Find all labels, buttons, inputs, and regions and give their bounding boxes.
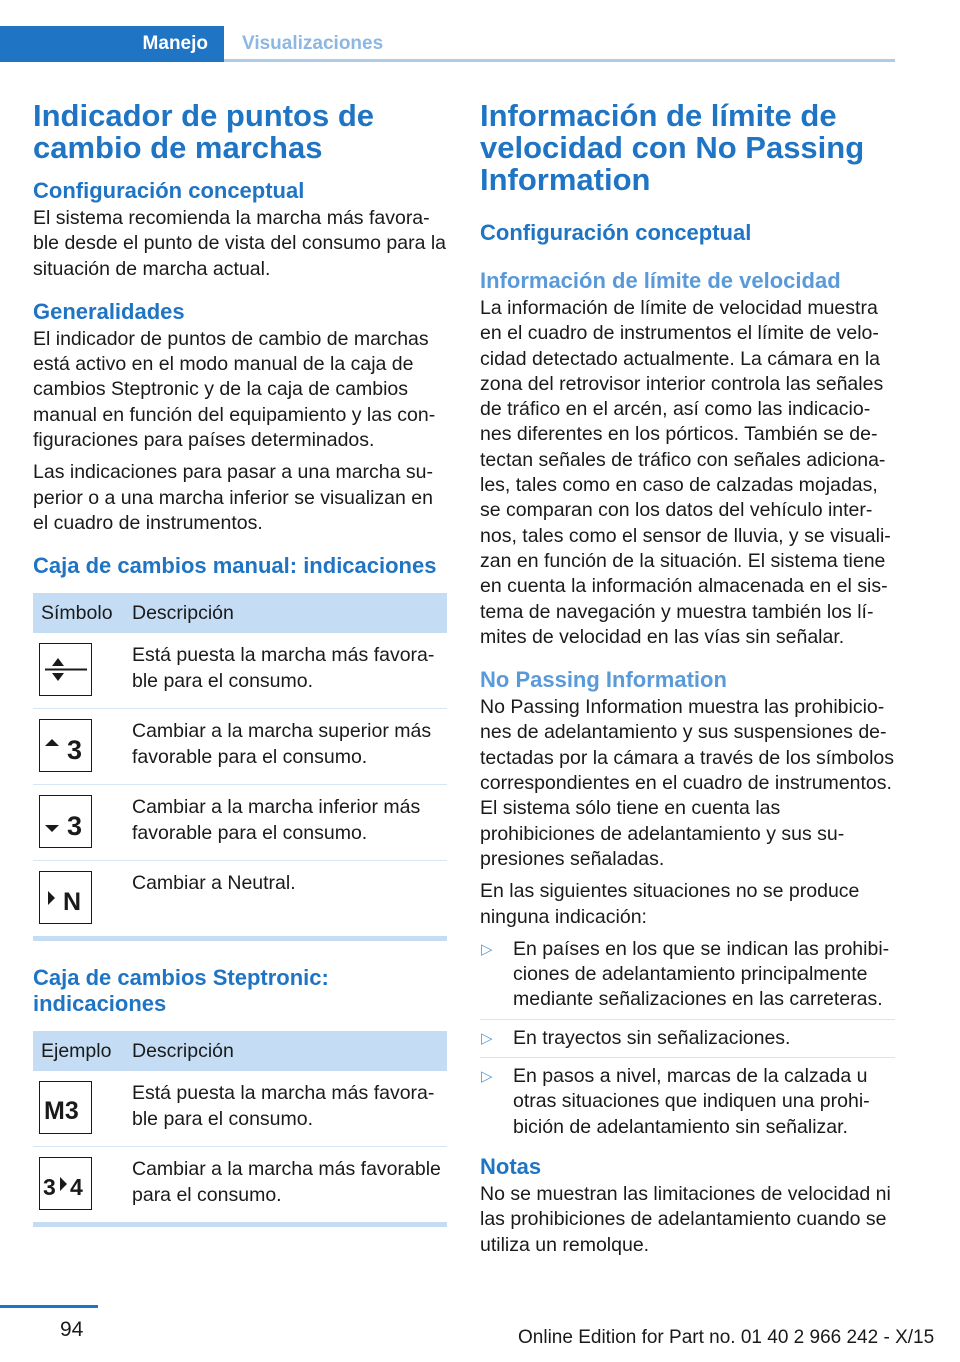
header-rule [224,59,895,62]
page-number: 94 [60,1318,84,1341]
speed-heading: Información de límite de velocidad [480,268,841,293]
list-item [480,937,895,1013]
table-row [33,1147,447,1223]
row-description: Está puesta la marcha más favorable para el consumo. [132,633,447,709]
col-symbol: Símbolo [33,593,132,633]
svg-text:3: 3 [67,735,83,766]
left-column [33,100,447,1227]
section-label: Manejo [142,33,208,54]
page-number-rule [0,1305,98,1308]
col-description: Descripción [132,593,447,633]
table-row [33,1071,447,1147]
table-row [33,709,447,785]
steptronic-heading: Caja de cambios Steptronic: indicaciones [33,965,329,1017]
concept-text: El sistema recomienda la marcha más favorable desde el punto de vista del consumo para la situación de marcha actual. [33,207,447,280]
nopass-intro: En las siguientes situaciones no se produce ninguna indicación: [480,880,860,928]
m3-icon [39,1081,92,1134]
steptronic-table [33,1031,447,1222]
nopass-heading: No Passing Information [480,667,727,693]
row-description: Cambiar a la marcha inferior más favorable para el consumo. [132,785,447,861]
table-header [33,593,447,633]
concept-heading: Configuración conceptual [480,220,752,245]
row-description: Cambiar a la marcha superior más favorable para el consumo. [132,709,447,785]
manual-heading: Caja de cambios manual: indicaciones [33,553,437,579]
general-heading: Generalidades [33,298,185,324]
table-row [33,861,447,937]
list-item [480,1057,895,1140]
upshift-3-icon [39,719,92,772]
optimal-gear-icon [39,643,92,696]
notes-heading: Notas [480,1153,542,1179]
table-end-rule [33,1222,447,1227]
header-bar [0,26,895,62]
nopass-text: No Passing Information muestra las prohibiciones de adelantamiento y sus suspensiones detectadas por la cámara a través de los símbolos correspondientes en el cuadro de instrumentos. El sistema sólo tiene en cuenta las prohibiciones de adelantamiento y sus supresiones señaladas. [480,696,895,870]
right-title: Información de límite de velocidad con No Passing Information [480,98,865,197]
list-item-text: En trayectos sin señalizaciones. [513,1026,791,1049]
bullet-triangle-icon: ▷ [481,1029,493,1047]
speed-text: La información de límite de velocidad muestra en el cuadro de instrumentos el límite de velocidad detectado actualmente. La cámara en la zona del retrovisor interior controla las señales de tráfico en el arcén, así como las indicaciones diferentes en los pórticos. También se detectan señales de tráfico con señales adicionales, tales como en caso de calzadas mojadas, se comparan con los datos del vehículo internos, tales como el sensor de lluvia, y se visualizan en función de la situación. El sistema tiene en cuenta la información almacenada en el sistema de navegación y muestra también los límites de velocidad en las vías sin señalar. [480,297,891,648]
general-paragraph-1: El indicador de puntos de cambio de marchas está activo en el modo manual de la caja de cambios Steptronic y de la caja de cambios manual en función del equipamiento y las configuraciones para países determinados. [33,327,436,452]
row-description: Está puesta la marcha más favorable para el consumo. [132,1071,447,1147]
concept-heading: Configuración conceptual [33,178,305,203]
edition-footer: Online Edition for Part no. 01 40 2 966 242 - X/15 [518,1327,935,1348]
list-item [480,1019,895,1051]
manual-table [33,593,447,936]
downshift-3-icon [39,795,92,848]
bullet-list [480,937,895,1140]
general-paragraph-2: Las indicaciones para pasar a una marcha superior o a una marcha inferior se visualizan en el cuadro de instrumentos. [33,461,433,534]
svg-text:M3: M3 [44,1097,79,1126]
svg-text:N: N [63,888,82,917]
col-description: Descripción [132,1031,447,1071]
shift-3-to-4-icon [39,1157,92,1210]
col-example: Ejemplo [33,1031,132,1071]
bullet-triangle-icon: ▷ [481,1068,493,1086]
row-description: Cambiar a la marcha más favorable para el consumo. [132,1158,441,1206]
neutral-icon [39,871,92,924]
table-header [33,1031,447,1071]
list-item-text: En pasos a nivel, marcas de la calzada u otras situaciones que indiquen una prohibición de adelantamiento sin señalizar. [513,1065,870,1138]
list-item-text: En países en los que se indican las prohibiciones de adelantamiento principalmente mediante señalizaciones en las carreteras. [513,937,890,1011]
notes-text: No se muestran las limitaciones de velocidad ni las prohibiciones de adelantamiento cuando se utiliza un remolque. [480,1182,891,1256]
section-tab [0,26,224,62]
svg-text:3: 3 [67,811,83,842]
bullet-triangle-icon: ▷ [481,940,493,958]
subsection-label: Visualizaciones [242,33,384,54]
subsection-tab [224,26,895,62]
row-description: Cambiar a Neutral. [132,872,296,895]
svg-text:3: 3 [43,1174,56,1201]
left-title: Indicador de puntos de cambio de marchas [33,98,375,165]
svg-text:4: 4 [70,1174,83,1201]
table-row [33,633,447,709]
table-row [33,785,447,861]
right-column [480,100,895,1265]
